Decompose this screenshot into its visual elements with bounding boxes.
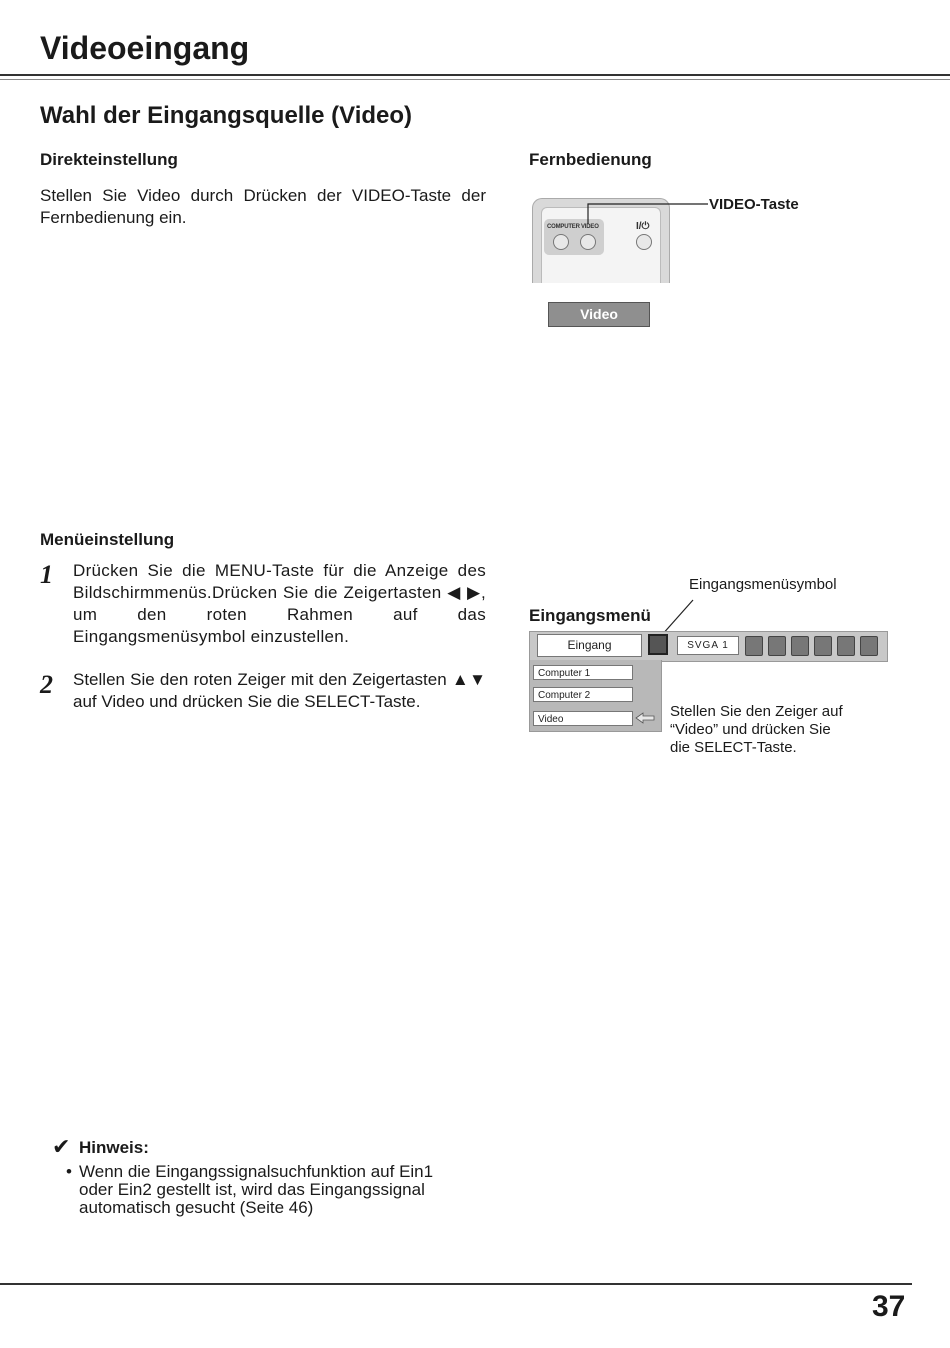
step-2-text: Stellen Sie den roten Zeiger mit den Zeigertasten ▲▼ auf Video und drücken Sie die SELECT-Taste. — [73, 670, 486, 711]
input-menu-icon[interactable] — [648, 634, 668, 655]
video-display-indicator: Video — [548, 302, 650, 327]
remote-heading: Fernbedienung — [529, 150, 652, 169]
submenu-item-computer-2[interactable]: Computer 2 — [533, 687, 633, 702]
note-heading: Hinweis: — [79, 1138, 149, 1157]
menu-signal-label: SVGA 1 — [677, 636, 739, 655]
footer-rule — [0, 1283, 912, 1285]
step-2-number: 2 — [40, 670, 53, 699]
remote-power-button[interactable] — [636, 234, 652, 250]
menu-figure-heading: Eingangsmenü — [529, 606, 651, 625]
header-rule — [0, 74, 950, 76]
menu-icon-adjust[interactable] — [791, 636, 809, 656]
menu-heading: Menüeinstellung — [40, 530, 175, 549]
menu-icon-settings[interactable] — [837, 636, 855, 656]
note-bullet: • — [66, 1162, 72, 1181]
header-rule-thin — [0, 79, 950, 80]
menu-eingang-label: Eingang — [537, 634, 642, 657]
note-text: Wenn die Eingangssignalsuchfunktion auf Ein1 oder Ein2 gestellt ist, wird das Eingangssignal automatisch gesucht (Seite 46) — [79, 1162, 434, 1217]
menu-icon-display[interactable] — [745, 636, 763, 656]
check-icon: ✔ — [52, 1134, 71, 1159]
remote-computer-button[interactable] — [553, 234, 569, 250]
step-1-number: 1 — [40, 560, 53, 589]
video-button-callout-line — [580, 196, 710, 226]
step-1-text: Drücken Sie die MENU-Taste für die Anzeige des Bildschirmmenüs.Drücken Sie die Zeigertasten ◀ ▶, um den roten Rahmen auf das Eingangsmenüsymbol einzustellen. — [73, 561, 486, 646]
submenu-item-video[interactable]: Video — [533, 711, 633, 726]
direct-text: Stellen Sie Video durch Drücken der VIDEO-Taste der Fernbedienung ein. — [40, 186, 486, 227]
page-number: 37 — [872, 1290, 906, 1323]
remote-video-label: VIDEO — [581, 224, 599, 230]
menu-icon-image[interactable] — [768, 636, 786, 656]
remote-power-label: I/⏻ — [636, 221, 650, 232]
menu-icon-info[interactable] — [860, 636, 878, 656]
arrow-left-icon — [635, 712, 655, 724]
page-title: Videoeingang — [40, 30, 250, 66]
section-title: Wahl der Eingangsquelle (Video) — [40, 102, 413, 129]
remote-video-button[interactable] — [580, 234, 596, 250]
submenu-item-computer-1[interactable]: Computer 1 — [533, 665, 633, 680]
remote-computer-label: COMPUTER — [547, 224, 580, 230]
pointer-callout: Stellen Sie den Zeiger auf “Video” und drücken Sie die SELECT-Taste. — [670, 703, 843, 756]
direct-heading: Direkteinstellung — [40, 150, 178, 169]
menu-icon-screen[interactable] — [814, 636, 832, 656]
video-button-callout: VIDEO-Taste — [709, 196, 799, 213]
menu-icon-callout: Eingangsmenüsymbol — [689, 576, 837, 593]
